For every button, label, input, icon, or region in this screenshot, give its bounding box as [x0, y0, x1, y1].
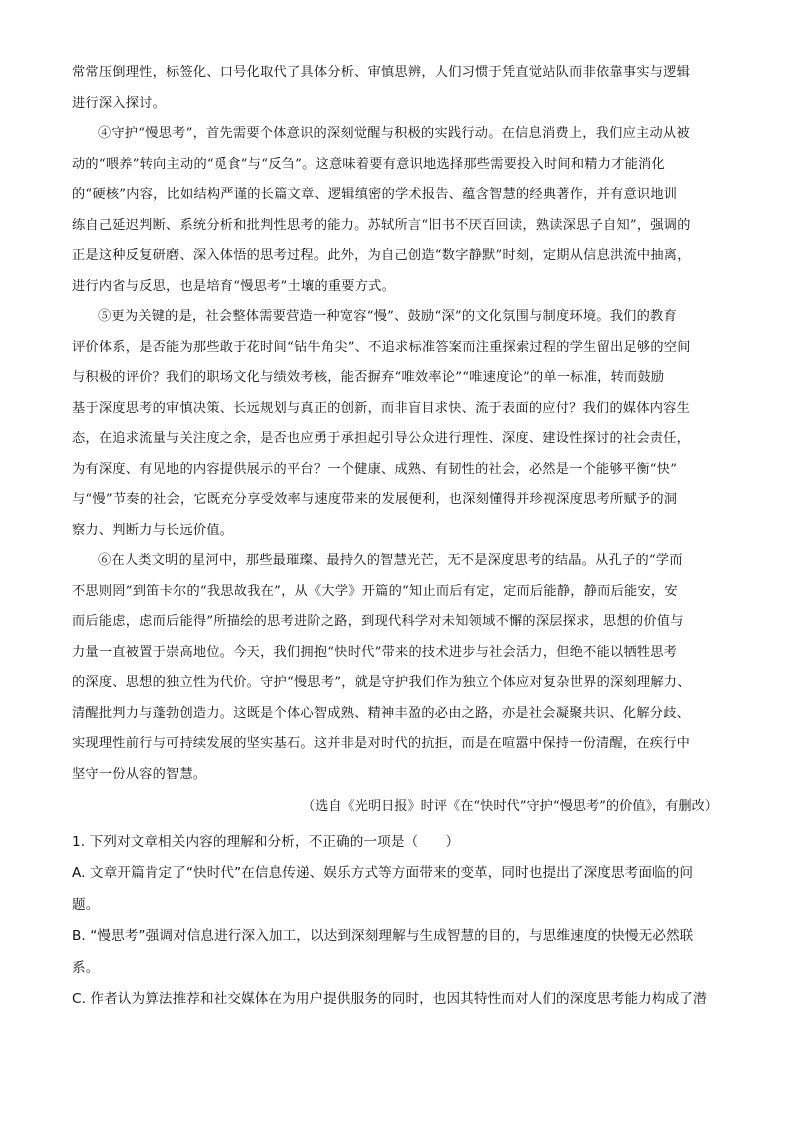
paragraph-4	[72, 119, 724, 302]
text-line: ④守护“慢思考”，首先需要个体意识的深刻觉醒与积极的实践行动。在信息消费上，我们应主动从被	[98, 126, 690, 141]
option-c	[72, 984, 724, 1016]
text-line: ⑤更为关键的是，社会整体需要营造一种宽容“慢”、鼓励“深”的文化氛围与制度环境。我们的教育	[98, 309, 677, 324]
text-line: 进行深入探讨。	[72, 95, 167, 111]
text-line: 察力、判断力与长远价值。	[72, 522, 234, 538]
paragraph-5	[72, 302, 724, 546]
option-a	[72, 858, 724, 921]
option-line: A. 文章开篇肯定了“快时代”在信息传递、娱乐方式等方面带来的变革，同时也提出了深度思考面临的问	[72, 865, 694, 881]
text-line: 与积极的评价？我们的职场文化与绩效考核，能否摒弃“唯效率论”“唯速度论”的单一标准，转而鼓励	[72, 370, 665, 385]
text-line: 的“硬核”内容，比如结构严谨的长篇文章、逻辑缜密的学术报告、蕴含智慧的经典著作，并有意识地训	[72, 187, 678, 202]
text-line: 清醒批判力与蓬勃创造力。这既是个体心智成熟、精神丰盈的必由之路，亦是社会凝聚共识、化解分歧、	[72, 705, 691, 721]
text-line: 与“慢”节奏的社会，它既充分享受效率与速度带来的发展便利，也深刻懂得并珍视深度思考所赋予的洞	[72, 492, 678, 507]
article-source: （选自《光明日报》时评《在“快时代”守护“慢思考”的价值》，有删改）	[302, 799, 718, 814]
text-line: 练自己延迟判断、系统分析和批判性思考的能力。苏轼所言“旧书不厌百回读，熟读深思子自知”，强调的	[72, 217, 691, 233]
paragraph-6	[72, 546, 724, 790]
text-line: 基于深度思考的审慎决策、长远规划与真正的创新，而非盲目求快、流于表面的应付？我们的媒体内容生	[72, 400, 691, 416]
text-line: 进行内省与反思，也是培育“慢思考”土壤的重要方式。	[72, 278, 396, 294]
paragraph-3-tail	[72, 58, 724, 119]
question-stem: 1. 下列对文章相关内容的理解和分析，不正确的一项是（ ）	[72, 833, 460, 850]
text-line: 而后能虑，虑而后能得”所描绘的思考进阶之路，到现代科学对未知领域不懈的深层探求，思想的价值与	[72, 614, 684, 629]
text-line: 实现理性前行与可持续发展的坚实基石。这并非是对时代的抗拒，而是在喧嚣中保持一份清醒，在疾行中	[72, 736, 691, 751]
option-line: 题。	[72, 896, 100, 913]
text-line: 动的“喂养”转向主动的“觅食”与“反刍”。这意味着要有意识地选择那些需要投入时间和精力才能消化	[72, 156, 665, 172]
text-line: 坚守一份从容的智慧。	[72, 766, 207, 782]
text-line: 态，在追求流量与关注度之余，是否也应勇于承担起引导公众进行理性、深度、建设性探讨的社会责任，	[72, 431, 691, 446]
text-line: 为有深度、有见地的内容提供展示的平台？一个健康、成熟、有韧性的社会，必然是一个能够平衡“快”	[72, 461, 678, 477]
question-1	[72, 827, 724, 1016]
text-line: 正是这种反复研磨、深入体悟的思考过程。此外，为自己创造“数字静默”时刻，定期从信息洪流中抽离，	[72, 248, 691, 263]
text-line: ⑥在人类文明的星河中，那些最璀璨、最持久的智慧光芒，无不是深度思考的结晶。从孔子的“学而	[98, 553, 683, 568]
option-line: B. “慢思考”强调对信息进行深入加工，以达到深刻理解与生成智慧的目的，与思维速度的快慢无必然联	[72, 928, 694, 944]
text-line: 评价体系，是否能为那些敢于花时间“钻牛角尖”、不追求标准答案而注重探索过程的学生留出足够的空间	[72, 339, 691, 355]
text-line: 的深度、思想的独立性为代价。守护“慢思考”，就是守护我们作为独立个体应对复杂世界的深刻理解力、	[72, 675, 691, 690]
text-line: 不思则罔”到笛卡尔的“我思故我在”，从《大学》开篇的“知止而后有定，定而后能静，静而后能安，安	[72, 583, 678, 599]
option-line: 系。	[72, 959, 100, 976]
text-line: 常常压倒理性，标签化、口号化取代了具体分析、审慎思辨，人们习惯于凭直觉站队而非依靠事实与逻辑	[72, 65, 691, 80]
option-b	[72, 921, 724, 984]
option-line: C. 作者认为算法推荐和社交媒体在为用户提供服务的同时，也因其特性而对人们的深度思考能力构成了潜	[72, 991, 707, 1007]
text-line: 力量一直被置于崇高地位。今天，我们拥抱“快时代”带来的技术进步与社会活力，但绝不能以牺牲思考	[72, 644, 678, 660]
